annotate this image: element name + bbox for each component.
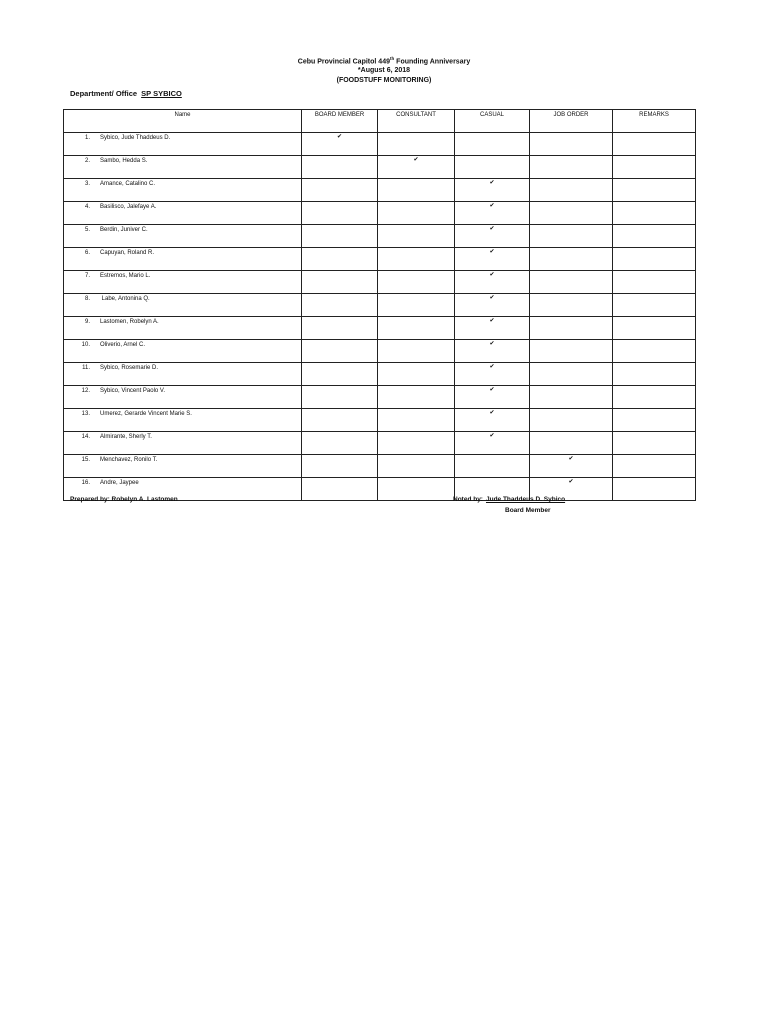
name-cell — [64, 156, 302, 179]
name-cell — [64, 363, 302, 386]
remarks-cell — [613, 409, 696, 432]
consultant-cell — [378, 248, 455, 271]
consultant-cell — [378, 409, 455, 432]
job-order-cell — [530, 248, 613, 271]
remarks-cell — [613, 179, 696, 202]
table-header-row — [64, 110, 696, 133]
job-order-cell — [530, 455, 613, 478]
col-header-casual: CASUAL — [455, 110, 530, 133]
employee-name: Labe, Antonina Q. — [100, 296, 150, 302]
remarks-cell — [613, 294, 696, 317]
remarks-cell — [613, 363, 696, 386]
row-number: 5. — [84, 227, 90, 233]
name-cell — [64, 409, 302, 432]
casual-cell — [455, 432, 530, 455]
checkmark-icon: ✔ — [413, 157, 419, 163]
checkmark-icon: ✔ — [489, 318, 495, 324]
board-member-cell — [302, 202, 378, 225]
employee-name: Almirante, Sherly T. — [100, 434, 152, 440]
casual-cell — [455, 156, 530, 179]
col-header-consultant: CONSULTANT — [378, 110, 455, 133]
consultant-cell — [378, 340, 455, 363]
row-number: 15. — [81, 457, 90, 463]
consultant-cell — [378, 225, 455, 248]
employee-name: Sybico, Vincent Paolo V. — [100, 388, 166, 394]
checkmark-icon: ✔ — [489, 203, 495, 209]
table-row — [64, 363, 696, 386]
document-date: *August 6, 2018 — [357, 67, 411, 74]
remarks-cell — [613, 455, 696, 478]
remarks-cell — [613, 156, 696, 179]
noted-by-role: Board Member — [505, 507, 551, 514]
consultant-cell — [378, 202, 455, 225]
consultant-cell — [378, 363, 455, 386]
board-member-cell — [302, 455, 378, 478]
board-member-cell — [302, 478, 378, 501]
monitoring-table — [63, 109, 696, 501]
consultant-cell — [378, 179, 455, 202]
board-member-cell — [302, 294, 378, 317]
table-row — [64, 271, 696, 294]
consultant-cell — [378, 156, 455, 179]
casual-cell — [455, 179, 530, 202]
checkmark-icon: ✔ — [568, 456, 574, 462]
consultant-cell — [378, 432, 455, 455]
consultant-cell — [378, 478, 455, 501]
job-order-cell — [530, 294, 613, 317]
board-member-cell — [302, 432, 378, 455]
checkmark-icon: ✔ — [568, 479, 574, 485]
employee-name: Basilisco, Jalefaye A. — [100, 204, 157, 210]
board-member-cell — [302, 340, 378, 363]
employee-name: Andre, Jaypee — [100, 480, 139, 486]
checkmark-icon: ✔ — [489, 249, 495, 255]
consultant-cell — [378, 317, 455, 340]
checkmark-icon: ✔ — [489, 410, 495, 416]
table-row — [64, 133, 696, 156]
table-row — [64, 317, 696, 340]
row-number: 8. — [84, 296, 90, 302]
employee-name: Lastomen, Robelyn A. — [100, 319, 159, 325]
col-header-board-member: BOARD MEMBER — [302, 110, 378, 133]
checkmark-icon: ✔ — [489, 226, 495, 232]
document-title: Cebu Provincial Capitol 449th Founding Anniversary — [297, 56, 471, 66]
col-header-remarks: REMARKS — [613, 110, 696, 133]
job-order-cell — [530, 363, 613, 386]
col-header-job-order: JOB ORDER — [530, 110, 613, 133]
table-row — [64, 202, 696, 225]
employee-name: Umerez, Gerarde Vincent Marie S. — [100, 411, 192, 417]
employee-name: Berdin, Juniver C. — [100, 227, 148, 233]
remarks-cell — [613, 432, 696, 455]
name-cell — [64, 455, 302, 478]
checkmark-icon: ✔ — [489, 433, 495, 439]
board-member-cell — [302, 225, 378, 248]
employee-name: Sambo, Hedda S. — [100, 158, 148, 164]
job-order-cell — [530, 432, 613, 455]
board-member-cell — [302, 317, 378, 340]
job-order-cell — [530, 156, 613, 179]
table-row — [64, 225, 696, 248]
employee-name: Oliverio, Arnel C. — [100, 342, 146, 348]
remarks-cell — [613, 386, 696, 409]
table-row — [64, 179, 696, 202]
board-member-cell — [302, 179, 378, 202]
row-number: 7. — [84, 273, 90, 279]
consultant-cell — [378, 455, 455, 478]
job-order-cell — [530, 386, 613, 409]
noted-by-name: Jude Thaddeus D. Sybico — [485, 496, 566, 503]
name-cell — [64, 294, 302, 317]
job-order-cell — [530, 202, 613, 225]
remarks-cell — [613, 202, 696, 225]
board-member-cell — [302, 248, 378, 271]
job-order-cell — [530, 179, 613, 202]
board-member-cell — [302, 156, 378, 179]
casual-cell — [455, 386, 530, 409]
department-value: SP SYBICO — [141, 89, 182, 98]
casual-cell — [455, 294, 530, 317]
remarks-cell — [613, 271, 696, 294]
row-number: 10. — [81, 342, 90, 348]
noted-by — [453, 496, 565, 503]
employee-name: Capuyan, Roland R. — [100, 250, 155, 256]
board-member-cell — [302, 363, 378, 386]
job-order-cell — [530, 340, 613, 363]
consultant-cell — [378, 386, 455, 409]
checkmark-icon: ✔ — [336, 134, 343, 140]
employee-name: Estremos, Mario L. — [100, 273, 151, 279]
name-cell — [64, 248, 302, 271]
employee-name: Menchavez, Ronilo T. — [100, 457, 158, 463]
title-superscript: th — [389, 56, 395, 61]
row-number: 3. — [84, 181, 90, 187]
name-cell — [64, 340, 302, 363]
checkmark-icon: ✔ — [489, 364, 495, 370]
name-cell — [64, 202, 302, 225]
row-number: 2. — [84, 158, 90, 164]
table-row — [64, 156, 696, 179]
job-order-cell — [530, 133, 613, 156]
document-subtitle: (FOODSTUFF MONITORING) — [336, 77, 432, 84]
noted-by-label: Noted by: — [453, 496, 483, 503]
name-cell — [64, 133, 302, 156]
employee-name: Sybico, Jude Thaddeus D. — [100, 135, 171, 141]
job-order-cell — [530, 271, 613, 294]
name-cell — [64, 432, 302, 455]
casual-cell — [455, 317, 530, 340]
board-member-cell — [302, 386, 378, 409]
department-label: Department/ Office — [70, 89, 138, 98]
casual-cell — [455, 202, 530, 225]
table-row — [64, 455, 696, 478]
row-number: 4. — [84, 204, 90, 210]
consultant-cell — [378, 133, 455, 156]
table-row — [64, 294, 696, 317]
remarks-cell — [613, 478, 696, 501]
board-member-cell — [302, 271, 378, 294]
checkmark-icon: ✔ — [489, 341, 495, 347]
table-row — [64, 340, 696, 363]
remarks-cell — [613, 248, 696, 271]
job-order-cell — [530, 225, 613, 248]
row-number: 1. — [84, 135, 90, 141]
row-number: 14. — [81, 434, 90, 440]
department-line — [70, 89, 182, 98]
consultant-cell — [378, 271, 455, 294]
row-number: 16. — [81, 480, 90, 486]
checkmark-icon: ✔ — [489, 180, 495, 186]
casual-cell — [455, 133, 530, 156]
board-member-cell — [302, 409, 378, 432]
casual-cell — [455, 271, 530, 294]
checkmark-icon: ✔ — [489, 387, 495, 393]
name-cell — [64, 271, 302, 294]
row-number: 9. — [84, 319, 90, 325]
casual-cell — [455, 455, 530, 478]
name-cell — [64, 179, 302, 202]
remarks-cell — [613, 225, 696, 248]
casual-cell — [455, 363, 530, 386]
board-member-cell — [302, 133, 378, 156]
row-number: 6. — [84, 250, 90, 256]
checkmark-icon: ✔ — [489, 295, 495, 301]
row-number: 13. — [81, 411, 90, 417]
casual-cell — [455, 409, 530, 432]
name-cell — [64, 317, 302, 340]
casual-cell — [455, 340, 530, 363]
casual-cell — [455, 248, 530, 271]
casual-cell — [455, 225, 530, 248]
row-number: 12. — [81, 388, 90, 394]
checkmark-icon: ✔ — [489, 272, 495, 278]
table-row — [64, 409, 696, 432]
table-row — [64, 248, 696, 271]
job-order-cell — [530, 409, 613, 432]
employee-name: Amance, Catalino C. — [100, 181, 156, 187]
prepared-by: Prepared by: Robelyn A. Lastomen — [70, 496, 178, 503]
table-row — [64, 386, 696, 409]
remarks-cell — [613, 317, 696, 340]
job-order-cell — [530, 317, 613, 340]
remarks-cell — [613, 133, 696, 156]
row-number: 11. — [82, 365, 90, 371]
name-cell — [64, 386, 302, 409]
col-header-name: Name — [64, 110, 302, 133]
consultant-cell — [378, 294, 455, 317]
remarks-cell — [613, 340, 696, 363]
name-cell — [64, 225, 302, 248]
table-row — [64, 432, 696, 455]
employee-name: Sybico, Rosemarie D. — [100, 365, 159, 371]
